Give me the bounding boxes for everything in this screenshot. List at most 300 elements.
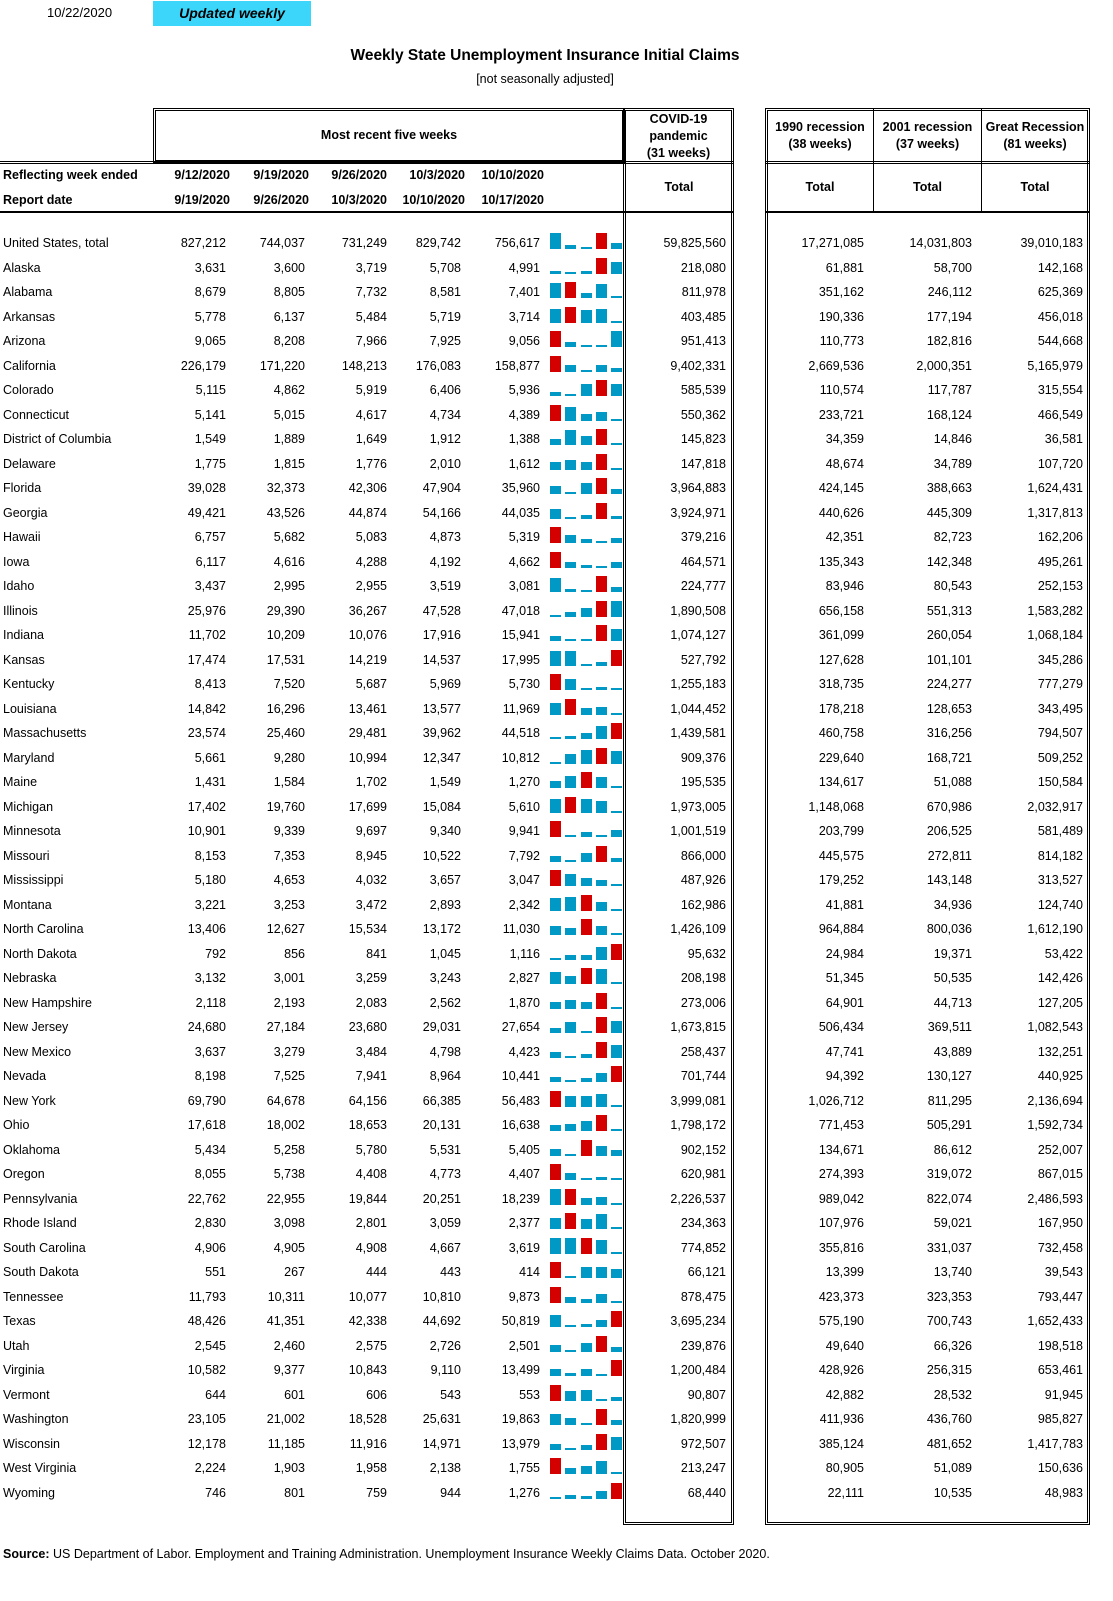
sparkline-bar [611, 884, 622, 886]
total-great-recession-value: 509,252 [1037, 750, 1083, 765]
week-1-value: 17,618 [187, 1118, 226, 1132]
total-2001-value: 128,653 [926, 701, 972, 716]
week-1-value: 5,661 [194, 750, 226, 765]
sparkline-bar-max [596, 454, 607, 470]
total-2001-value: 272,811 [927, 848, 972, 863]
state-name: Delaware [3, 456, 56, 471]
total-1990-value: 135,343 [818, 554, 864, 569]
sparkline-bar [611, 419, 622, 421]
week-2-value: 171,220 [259, 358, 305, 373]
header-divider [0, 211, 625, 213]
total-2001-value: 323,353 [926, 1289, 972, 1304]
sparkline-bar-max [596, 1434, 607, 1450]
week-5-value: 15,941 [501, 628, 540, 642]
sparkline-bar [596, 902, 607, 911]
covid-total-value: 208,198 [680, 971, 726, 985]
week-1-value: 8,679 [194, 285, 226, 299]
sparkline [550, 403, 622, 421]
header-line: 2001 recession [882, 120, 973, 134]
sparkline-bar [581, 483, 592, 494]
sparkline-bar [611, 262, 622, 273]
sparkline-bar [581, 247, 592, 249]
week-5-value: 1,388 [508, 432, 540, 446]
total-1990-value: 179,252 [818, 873, 864, 887]
covid-total-value: 59,825,560 [663, 236, 726, 250]
sparkline-bar [550, 615, 561, 617]
sparkline [550, 329, 622, 347]
sparkline-bar-max [596, 1115, 607, 1131]
report-date-header: 10/10/2020 [402, 193, 465, 207]
sparkline [550, 1456, 622, 1474]
sparkline-bar [581, 1466, 592, 1474]
week-1-value: 2,545 [194, 1338, 226, 1353]
table-row [0, 359, 1113, 379]
covid-total-value: 95,632 [687, 946, 726, 961]
sparkline-bar [565, 874, 576, 887]
sparkline-bar-max [550, 1164, 561, 1180]
total-header-1990: Total [805, 180, 835, 194]
table-row [0, 922, 1113, 942]
sparkline-bar [565, 928, 576, 935]
total-1990-value: 80,905 [825, 1461, 864, 1475]
table-row [0, 261, 1113, 281]
total-1990-value: 361,099 [818, 628, 864, 642]
state-name: Idaho [3, 579, 35, 593]
sparkline-bar-max [565, 282, 576, 298]
week-3-value: 13,461 [348, 701, 387, 716]
report-date-header: 10/17/2020 [481, 193, 544, 207]
total-1990-value: 229,640 [818, 750, 864, 765]
week-4-value: 54,166 [422, 505, 461, 520]
week-2-value: 3,001 [273, 971, 305, 985]
week-2-value: 856 [284, 946, 305, 961]
recent-weeks-header: Most recent five weeks [320, 128, 458, 142]
sparkline-bar [565, 342, 576, 348]
total-2001-value: 51,088 [933, 775, 972, 789]
sparkline-bar-max [596, 429, 607, 445]
sparkline-bar [565, 1056, 576, 1058]
week-5-value: 4,991 [508, 260, 540, 275]
week-5-value: 17,995 [501, 652, 540, 667]
week-5-value: 1,270 [508, 775, 540, 789]
sparkline-bar [611, 713, 622, 715]
covid-total-value: 811,978 [681, 285, 726, 299]
sparkline-bar-max [596, 846, 607, 862]
week-4-value: 5,708 [429, 260, 461, 275]
sparkline [550, 917, 622, 935]
total-1990-value: 424,145 [818, 481, 864, 495]
total-great-recession-value: 1,652,433 [1027, 1314, 1083, 1328]
sparkline-bar [565, 976, 576, 984]
sparkline-bar [565, 517, 576, 519]
week-4-value: 4,873 [429, 530, 461, 544]
covid-total-value: 878,475 [680, 1289, 726, 1304]
week-2-value: 12,627 [266, 922, 305, 936]
total-great-recession-value: 495,261 [1037, 554, 1083, 569]
week-4-value: 47,904 [422, 481, 461, 495]
total-1990-value: 42,351 [825, 530, 864, 544]
state-name: South Carolina [3, 1240, 86, 1255]
week-1-value: 3,437 [194, 579, 226, 593]
total-great-recession-value: 732,458 [1037, 1240, 1083, 1255]
week-5-value: 3,714 [508, 309, 540, 324]
sparkline [550, 623, 622, 641]
total-great-recession-value: 162,206 [1037, 530, 1083, 544]
sparkline-bar [581, 1445, 592, 1450]
total-2001-value: 10,535 [933, 1485, 972, 1500]
week-2-value: 9,280 [273, 750, 305, 765]
week-5-value: 158,877 [494, 358, 540, 373]
sparkline [550, 1260, 622, 1278]
sparkline [550, 966, 622, 984]
sparkline-bar [596, 1197, 607, 1205]
sparkline-bar [565, 492, 576, 494]
week-2-value: 43,526 [266, 505, 305, 520]
sparkline-bar [550, 462, 561, 470]
total-1990-value: 385,124 [818, 1436, 864, 1451]
total-2001-value: 182,816 [926, 334, 972, 348]
sparkline [550, 844, 622, 862]
sparkline-bar-max [550, 1287, 561, 1303]
sparkline [550, 697, 622, 715]
total-1990-value: 2,669,536 [808, 358, 864, 373]
state-name: Iowa [3, 554, 30, 569]
week-3-value: 606 [366, 1387, 387, 1402]
sparkline-bar [550, 1077, 561, 1082]
total-2001-value: 224,277 [926, 677, 972, 691]
sparkline-bar-max [550, 331, 561, 347]
week-4-value: 25,631 [422, 1412, 461, 1426]
sparkline-bar [581, 345, 592, 348]
week-4-value: 66,385 [422, 1093, 461, 1108]
sparkline-bar-max [596, 601, 607, 617]
week-1-value: 22,762 [187, 1191, 226, 1206]
week-1-value: 69,790 [187, 1093, 226, 1108]
sparkline [550, 1236, 622, 1254]
total-2001-value: 256,315 [926, 1363, 972, 1377]
week-4-value: 1,912 [429, 432, 461, 446]
week-2-value: 6,137 [273, 309, 305, 324]
week-2-value: 29,390 [266, 603, 305, 618]
table-row [0, 1069, 1113, 1089]
sparkline-bar [550, 1125, 561, 1131]
total-2001-value: 34,789 [933, 456, 972, 471]
sparkline-bar [581, 1324, 592, 1328]
report-date: 10/22/2020 [47, 5, 113, 20]
state-name: Utah [3, 1338, 30, 1353]
week-3-value: 1,702 [355, 775, 387, 789]
reflecting-week-label: Reflecting week ended [3, 168, 138, 182]
state-name: Wisconsin [3, 1436, 60, 1451]
week-2-value: 5,015 [273, 407, 305, 422]
week-2-value: 5,738 [273, 1167, 305, 1181]
week-3-value: 2,955 [355, 579, 387, 593]
week-3-value: 4,408 [355, 1167, 387, 1181]
table-row [0, 506, 1113, 526]
state-name: Oklahoma [3, 1142, 60, 1157]
total-1990-value: 107,976 [818, 1216, 864, 1230]
week-2-value: 7,520 [273, 677, 305, 691]
sparkline-bar [581, 539, 592, 543]
week-4-value: 2,138 [429, 1461, 461, 1475]
week-4-value: 17,916 [422, 628, 461, 642]
sparkline [550, 1358, 622, 1376]
week-4-value: 10,522 [422, 848, 461, 863]
state-name: Michigan [3, 799, 54, 814]
total-great-recession-value: 53,422 [1044, 946, 1083, 961]
sparkline-bar [550, 1345, 561, 1352]
week-1-value: 25,976 [187, 603, 226, 618]
sparkline-bar [581, 1198, 592, 1205]
sparkline-bar [596, 1320, 607, 1327]
sparkline [550, 256, 622, 274]
total-great-recession-value: 1,068,184 [1027, 628, 1083, 642]
sparkline-bar [611, 1045, 622, 1058]
sparkline-bar [565, 1096, 576, 1107]
week-1-value: 1,775 [194, 456, 226, 471]
sparkline-bar [550, 578, 561, 592]
sparkline-bar [596, 1399, 607, 1401]
total-1990-value: 34,359 [825, 432, 864, 446]
week-3-value: 1,776 [355, 456, 387, 471]
total-2001-value: 58,700 [933, 260, 972, 275]
sparkline-bar [596, 1240, 607, 1253]
total-2001-value: 59,021 [933, 1216, 972, 1230]
total-great-recession-value: 1,317,813 [1027, 505, 1083, 520]
total-great-recession-value: 1,082,543 [1027, 1020, 1083, 1034]
week-2-value: 25,460 [266, 726, 305, 740]
sparkline [550, 721, 622, 739]
state-name: Ohio [3, 1118, 30, 1132]
week-4-value: 3,243 [429, 971, 461, 985]
table-row [0, 1486, 1113, 1506]
table-row [0, 898, 1113, 918]
state-name: Washington [3, 1412, 69, 1426]
covid-total-value: 1,439,581 [670, 726, 726, 740]
week-5-value: 3,081 [508, 579, 540, 593]
week-3-value: 23,680 [348, 1020, 387, 1034]
week-4-value: 29,031 [422, 1020, 461, 1034]
week-5-value: 35,960 [501, 481, 540, 495]
table-row [0, 604, 1113, 624]
week-2-value: 7,525 [273, 1069, 305, 1083]
week-ended-header: 10/3/2020 [409, 168, 465, 182]
sparkline-bar [611, 562, 622, 567]
sparkline-bar [550, 1414, 561, 1425]
total-2001-value: 143,148 [926, 873, 972, 887]
state-name: California [3, 358, 56, 373]
total-2001-value: 177,194 [926, 309, 972, 324]
sparkline-bar [565, 535, 576, 543]
state-name: South Dakota [3, 1265, 79, 1279]
state-name: Virginia [3, 1363, 45, 1377]
sparkline-bar [550, 856, 561, 862]
state-name: West Virginia [3, 1461, 77, 1475]
week-3-value: 3,484 [355, 1044, 387, 1059]
total-1990-value: 203,799 [818, 824, 864, 838]
week-5-value: 19,863 [501, 1412, 540, 1426]
sparkline-bar [550, 1315, 561, 1328]
sparkline-bar [581, 1219, 592, 1229]
week-3-value: 18,653 [348, 1118, 387, 1132]
total-1990-value: 964,884 [818, 922, 864, 936]
week-3-value: 10,076 [348, 628, 387, 642]
sparkline [550, 770, 622, 788]
report-date-label: Report date [3, 193, 73, 207]
covid-total-value: 1,673,815 [670, 1020, 726, 1034]
total-1990-value: 274,393 [818, 1167, 864, 1181]
sparkline-bar [581, 750, 592, 763]
state-name: Missouri [3, 848, 50, 863]
week-1-value: 2,830 [194, 1216, 226, 1230]
page-subtitle: [not seasonally adjusted] [476, 72, 614, 86]
total-header-2001: Total [913, 180, 942, 194]
week-2-value: 10,209 [266, 628, 305, 642]
week-1-value: 8,413 [194, 677, 226, 691]
week-3-value: 7,941 [355, 1069, 387, 1083]
covid-total-value: 902,152 [680, 1142, 726, 1157]
sparkline [550, 746, 622, 764]
sparkline-bar-max [611, 650, 622, 666]
total-great-recession-value: 625,369 [1037, 285, 1083, 299]
sparkline-bar [565, 860, 576, 862]
week-3-value: 2,575 [355, 1338, 387, 1353]
week-4-value: 10,810 [422, 1289, 461, 1304]
covid-total-value: 66,121 [687, 1265, 726, 1279]
week-1-value: 49,421 [187, 505, 226, 520]
week-3-value: 17,699 [348, 799, 387, 814]
sparkline-bar [550, 926, 561, 935]
week-1-value: 10,901 [187, 824, 226, 838]
week-2-value: 17,531 [266, 652, 305, 667]
week-5-value: 13,499 [501, 1363, 540, 1377]
sparkline-bar-max [596, 478, 607, 494]
total-1990-value: 1,026,712 [808, 1093, 864, 1108]
week-3-value: 4,032 [355, 873, 387, 887]
table-row [0, 849, 1113, 869]
week-4-value: 14,971 [422, 1436, 461, 1451]
total-1990-value: 506,434 [818, 1020, 864, 1034]
sparkline [550, 476, 622, 494]
week-5-value: 7,401 [508, 285, 540, 299]
sparkline-bar [550, 762, 561, 764]
week-2-value: 8,208 [273, 334, 305, 348]
total-2001-value: 822,074 [926, 1191, 972, 1206]
covid-total-value: 866,000 [680, 848, 726, 863]
report-date-header: 10/3/2020 [331, 193, 387, 207]
table-row [0, 751, 1113, 771]
covid-total-value: 550,362 [680, 407, 726, 422]
sparkline-bar-max [596, 1017, 607, 1033]
table-row [0, 628, 1113, 648]
week-1-value: 17,402 [187, 799, 226, 814]
state-name: Indiana [3, 628, 45, 642]
total-1990-value: 24,984 [825, 946, 864, 961]
total-1990-value: 233,721 [818, 407, 864, 422]
total-1990-value: 318,735 [818, 677, 864, 691]
state-name: Wyoming [3, 1485, 55, 1500]
state-name: Maine [3, 775, 38, 789]
sparkline [550, 1383, 622, 1401]
sparkline-bar [581, 799, 592, 813]
table-row [0, 1143, 1113, 1163]
total-great-recession-value: 107,720 [1037, 456, 1083, 471]
covid-header-line: pandemic [649, 129, 708, 143]
sparkline-bar [611, 368, 622, 372]
sparkline-bar-max [550, 1262, 561, 1278]
week-3-value: 444 [366, 1265, 387, 1279]
week-4-value: 6,406 [429, 383, 461, 397]
state-name: Rhode Island [3, 1216, 77, 1230]
sparkline-bar [581, 1299, 592, 1303]
covid-total-value: 90,807 [687, 1387, 726, 1402]
table-row [0, 457, 1113, 477]
week-3-value: 2,083 [355, 995, 387, 1010]
sparkline-bar [611, 858, 622, 862]
sparkline-bar-max [611, 723, 622, 739]
week-1-value: 23,574 [187, 726, 226, 740]
week-4-value: 2,726 [429, 1338, 461, 1353]
sparkline-bar-max [596, 1042, 607, 1058]
sparkline [550, 525, 622, 543]
sparkline-bar [550, 1369, 561, 1376]
sparkline-bar [581, 414, 592, 420]
covid-total-value: 145,823 [680, 432, 726, 446]
table-row [0, 481, 1113, 501]
sparkline-bar [581, 1343, 592, 1351]
sparkline-bar [611, 811, 622, 813]
week-4-value: 1,549 [429, 775, 461, 789]
week-5-value: 1,276 [508, 1485, 540, 1500]
sparkline-bar [565, 365, 576, 371]
sparkline-bar [581, 853, 592, 862]
total-2001-value: 811,295 [927, 1093, 972, 1108]
week-2-value: 27,184 [266, 1020, 305, 1034]
week-5-value: 13,979 [501, 1436, 540, 1451]
sparkline-bar [581, 878, 592, 887]
sparkline-bar [581, 832, 592, 837]
covid-total-value: 218,080 [680, 260, 726, 275]
total-great-recession-value: 653,461 [1037, 1363, 1083, 1377]
total-great-recession-value: 91,945 [1044, 1387, 1083, 1402]
week-5-value: 414 [519, 1265, 540, 1279]
week-5-value: 1,755 [508, 1461, 540, 1475]
table-row [0, 1290, 1113, 1310]
covid-total-value: 147,818 [680, 456, 726, 471]
header-divider [625, 211, 733, 213]
sparkline-bar [581, 1390, 592, 1401]
table-row [0, 677, 1113, 697]
sparkline [550, 1334, 622, 1352]
sparkline-bar [611, 1397, 622, 1400]
week-4-value: 13,172 [422, 922, 461, 936]
sparkline-bar [596, 345, 607, 347]
sparkline-bar-max [581, 1238, 592, 1254]
total-great-recession-value: 150,584 [1037, 775, 1083, 789]
sparkline-bar [565, 1276, 576, 1278]
week-3-value: 36,267 [348, 603, 387, 618]
sparkline-bar [611, 1178, 622, 1180]
sparkline [550, 868, 622, 886]
header-line: (38 weeks) [788, 137, 852, 151]
sparkline-bar [581, 664, 592, 666]
week-5-value: 16,638 [501, 1118, 540, 1132]
covid-total-value: 464,571 [680, 554, 726, 569]
sparkline-bar-max [550, 527, 561, 543]
week-4-value: 7,925 [429, 334, 461, 348]
week-5-value: 27,654 [501, 1020, 540, 1034]
week-1-value: 6,117 [195, 554, 226, 569]
